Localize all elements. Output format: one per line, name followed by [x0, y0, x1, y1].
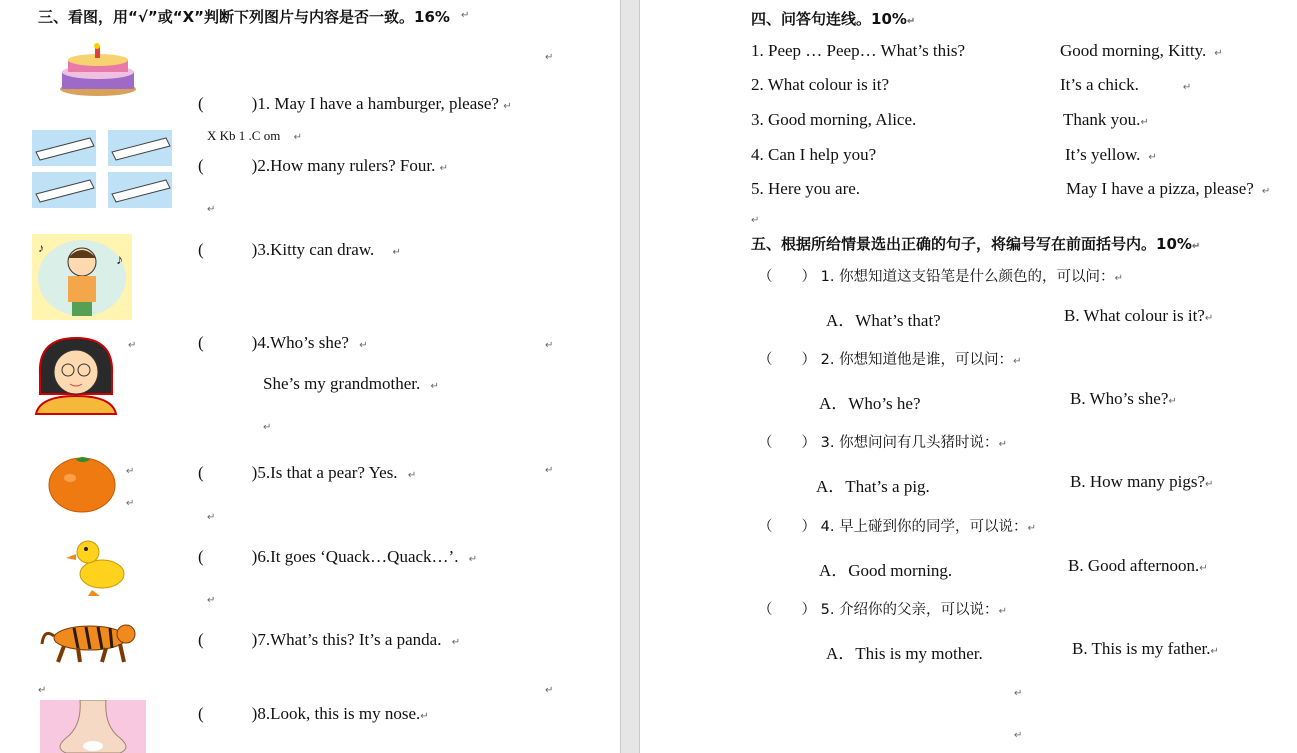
match-answer-text: Thank you. — [1063, 110, 1141, 129]
option-b[interactable] — [1068, 556, 1208, 576]
open-paren: ( — [198, 547, 204, 566]
right-page — [640, 0, 1297, 753]
singing-girl-image — [32, 234, 132, 320]
option-b-text: B. What colour is it? — [1064, 306, 1205, 325]
open-paren: ( — [198, 630, 204, 649]
question-number: 1. — [820, 269, 835, 285]
question-prompt: 介绍你的父亲，可以说： — [839, 602, 999, 618]
choice-question-1 — [758, 265, 1123, 286]
item-text: 1. May I have a hamburger, please? — [257, 94, 499, 113]
item-8 — [198, 704, 429, 724]
paragraph-mark: ↵ — [998, 606, 1007, 617]
choice-question-3 — [758, 431, 1007, 452]
orange-image — [46, 452, 118, 514]
paragraph-mark: ↵ — [451, 637, 461, 648]
question-prompt: 你想知道这支铅笔是什么颜色的，可以问： — [839, 269, 1115, 285]
option-b-text: B. Who’s she? — [1070, 389, 1169, 408]
open-paren: ( — [198, 704, 204, 723]
match-question-4: 4. Can I help you? — [751, 145, 877, 164]
match-question-2: 2. What colour is it? — [751, 75, 890, 94]
watermark-text — [207, 128, 302, 144]
open-paren: ( — [198, 333, 204, 352]
match-question-1: 1. Peep … Peep… What’s this? — [751, 41, 966, 60]
answer-paren[interactable]: （ ） — [758, 519, 816, 535]
match-answer-text: It’s yellow. — [1065, 145, 1141, 164]
paragraph-mark: ↵ — [1168, 396, 1177, 407]
paragraph-mark: ↵ — [407, 470, 417, 481]
item-text: 2.How many rulers? Four. — [257, 156, 436, 175]
answer-paren[interactable]: （ ） — [758, 269, 816, 285]
paragraph-mark: ↵ — [1204, 313, 1214, 324]
choice-question-2 — [758, 348, 1021, 369]
paragraph-mark: ↵ — [439, 163, 448, 174]
option-b-text: B. Good afternoon. — [1068, 556, 1200, 575]
paragraph-mark: ↵ — [906, 16, 916, 27]
close-paren: ) — [251, 630, 258, 649]
open-paren: ( — [198, 94, 204, 113]
paragraph-mark: ↵ — [1013, 356, 1022, 367]
item-3 — [198, 240, 401, 260]
paragraph-mark: ↵ — [207, 595, 216, 606]
answer-line — [263, 374, 439, 394]
item-text: 6.It goes ‘Quack…Quack…’. — [257, 547, 459, 566]
paragraph-mark: ↵ — [1027, 523, 1036, 534]
paragraph-mark: ↵ — [359, 340, 368, 351]
paragraph-mark: ↵ — [503, 101, 512, 112]
paragraph-mark: ↵ — [1205, 479, 1214, 490]
paragraph-mark: ↵ — [998, 439, 1007, 450]
paragraph-mark: ↵ — [126, 498, 135, 509]
option-a[interactable]: A．Who’s he? — [819, 394, 921, 413]
close-paren: ) — [251, 463, 258, 482]
close-paren: ) — [251, 240, 258, 259]
paragraph-mark: ↵ — [1014, 730, 1023, 741]
option-b[interactable] — [1072, 639, 1219, 659]
option-a[interactable]: A．Good morning. — [819, 561, 953, 580]
option-b-text: B. How many pigs? — [1070, 472, 1206, 491]
item-5 — [198, 463, 416, 483]
option-b[interactable] — [1070, 389, 1177, 409]
question-number: 3. — [820, 435, 835, 451]
answer-paren[interactable]: （ ） — [758, 352, 816, 368]
paragraph-mark: ↵ — [1014, 688, 1023, 699]
answer-paren[interactable]: （ ） — [758, 602, 816, 618]
item-1 — [198, 94, 512, 114]
svg-text:♪: ♪ — [116, 253, 123, 268]
tiger-image — [40, 618, 138, 664]
item-text: 4.Who’s she? — [257, 333, 349, 352]
section-4-title: 四、问答句连线。10% — [751, 10, 907, 28]
close-paren: ) — [251, 94, 258, 113]
option-b-text: B. This is my father. — [1072, 639, 1211, 658]
question-prompt: 你想问问有几头猪时说： — [839, 435, 999, 451]
paragraph-mark: ↵ — [392, 247, 401, 258]
paragraph-mark: ↵ — [1214, 48, 1223, 59]
paragraph-mark: ↵ — [461, 10, 470, 21]
paragraph-mark: ↵ — [420, 711, 429, 722]
match-answer-1[interactable] — [1060, 41, 1223, 61]
paragraph-mark: ↵ — [545, 465, 554, 476]
option-b[interactable] — [1064, 306, 1213, 326]
paragraph-mark: ↵ — [1210, 646, 1219, 657]
paragraph-mark: ↵ — [1199, 563, 1208, 574]
page-gutter — [620, 0, 640, 753]
paragraph-mark: ↵ — [1114, 273, 1123, 284]
paragraph-mark: ↵ — [468, 554, 478, 565]
close-paren: ) — [251, 547, 258, 566]
paragraph-mark: ↵ — [430, 381, 439, 392]
item-text: 7.What’s this? It’s a panda. — [257, 630, 442, 649]
match-question-3: 3. Good morning, Alice. — [751, 110, 917, 129]
nose-image — [40, 700, 146, 753]
match-answer-3[interactable] — [1063, 110, 1149, 130]
match-answer-2[interactable] — [1060, 75, 1191, 95]
paragraph-mark: ↵ — [38, 685, 47, 696]
birthday-cake-image — [58, 42, 140, 98]
paragraph-mark: ↵ — [545, 340, 554, 351]
paragraph-mark: ↵ — [751, 215, 760, 226]
open-paren: ( — [198, 463, 204, 482]
question-number: 5. — [820, 602, 835, 618]
duck-image — [66, 534, 132, 596]
paragraph-mark: ↵ — [126, 466, 135, 477]
close-paren: ) — [251, 333, 258, 352]
match-answer-text: It’s a chick. — [1060, 75, 1139, 94]
paragraph-mark: ↵ — [545, 685, 554, 696]
choice-question-5 — [758, 598, 1007, 619]
match-answer-text: May I have a pizza, please? — [1066, 179, 1254, 198]
paragraph-mark: ↵ — [1191, 241, 1201, 252]
item-7 — [198, 630, 460, 650]
paragraph-mark: ↵ — [1148, 152, 1157, 163]
match-answer-text: Good morning, Kitty. — [1060, 41, 1207, 60]
match-answer-4[interactable] — [1065, 145, 1157, 165]
watermark-label: X Kb 1 .C om — [207, 128, 281, 143]
item-text: 3.Kitty can draw. — [257, 240, 375, 259]
section-4-heading — [751, 8, 915, 29]
answer-text: She’s my grandmother. — [263, 374, 421, 393]
grandmother-image — [32, 334, 120, 416]
question-prompt: 早上碰到你的同学，可以说： — [839, 519, 1028, 535]
match-answer-5[interactable] — [1066, 179, 1270, 199]
item-text: 8.Look, this is my nose. — [257, 704, 421, 723]
paragraph-mark: ↵ — [207, 204, 216, 215]
open-paren: ( — [198, 156, 204, 175]
option-a[interactable]: A．What’s that? — [826, 311, 941, 330]
item-6 — [198, 547, 477, 567]
item-4 — [198, 333, 368, 353]
question-prompt: 你想知道他是谁，可以问： — [839, 352, 1014, 368]
paragraph-mark: ↵ — [293, 132, 302, 143]
match-question-5: 5. Here you are. — [751, 179, 861, 198]
paragraph-mark: ↵ — [128, 340, 137, 351]
answer-paren[interactable]: （ ） — [758, 435, 816, 451]
question-number: 4. — [820, 519, 835, 535]
paragraph-mark: ↵ — [263, 422, 272, 433]
open-paren: ( — [198, 240, 204, 259]
option-b[interactable] — [1070, 472, 1213, 492]
paragraph-mark: ↵ — [1140, 117, 1149, 128]
rulers-image — [32, 130, 174, 212]
choice-question-4 — [758, 515, 1036, 536]
left-page — [0, 0, 620, 753]
paragraph-mark: ↵ — [1182, 82, 1192, 93]
option-a[interactable]: A．That’s a pig. — [816, 477, 930, 496]
section-3-heading: 三、看图，用“√”或“X”判断下列图片与内容是否一致。16% — [38, 8, 450, 26]
section-5-heading — [751, 233, 1200, 254]
paragraph-mark: ↵ — [1261, 186, 1271, 197]
paragraph-mark: ↵ — [207, 512, 216, 523]
paragraph-mark: ↵ — [545, 52, 554, 63]
item-2 — [198, 156, 448, 176]
svg-text:♪: ♪ — [38, 241, 44, 255]
section-5-title: 五、根据所给情景选出正确的句子，将编号写在前面括号内。10% — [751, 235, 1192, 253]
item-text: 5.Is that a pear? Yes. — [257, 463, 398, 482]
close-paren: ) — [251, 156, 258, 175]
question-number: 2. — [820, 352, 835, 368]
option-a[interactable]: A．This is my mother. — [826, 644, 983, 663]
close-paren: ) — [251, 704, 258, 723]
